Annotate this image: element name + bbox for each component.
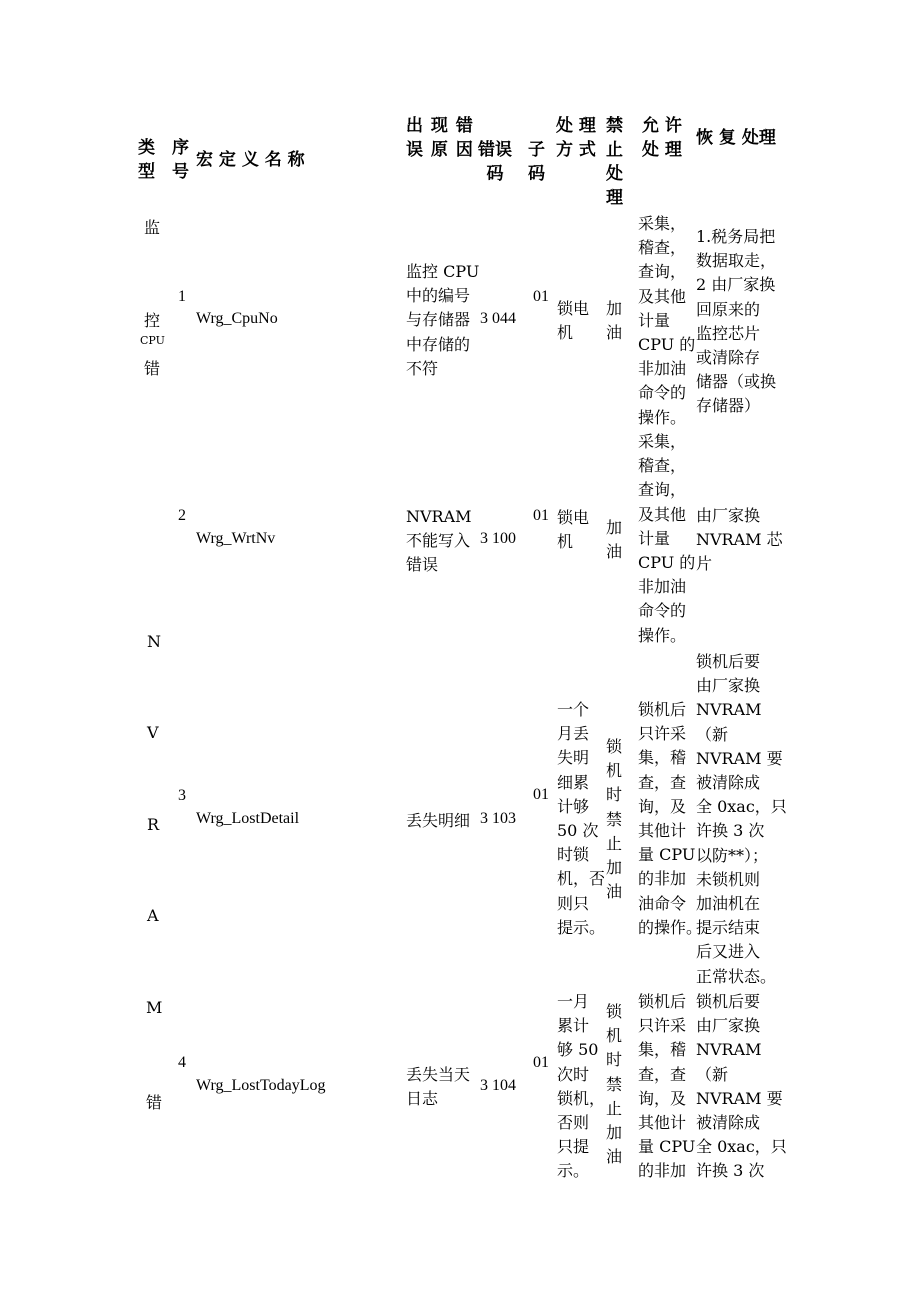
header-sub-code: 子 码 (528, 140, 545, 184)
header-type: 类 型 (138, 138, 155, 182)
group-nvram-letter: V (147, 723, 159, 742)
row-recover: 由厂家换 NVRAM 芯 片 (696, 506, 783, 574)
row-forbid: 加 油 (606, 299, 623, 343)
row-sub-code: 01 (533, 507, 549, 524)
header-error-code: 错误 码 (478, 140, 512, 184)
row-handling: 一个 月丢 失明 细累 计够 50 次 时锁 机，否 则只 提示。 (557, 700, 606, 937)
row-allow: 锁机后 只许采 集，稽 查，查 询，及 其他计 量 CPU 的非加 油命令 的操作。 (638, 700, 703, 937)
group-cpu-label-small: CPU (140, 334, 165, 347)
row-forbid: 锁 机 时 禁 止 加 油 (606, 737, 623, 902)
row-allow: 锁机后 只许采 集，稽 查，查 询，及 其他计 量 CPU 的非加 (638, 992, 696, 1181)
row-sub-code: 01 (533, 288, 549, 305)
row-sub-code: 01 (533, 786, 549, 803)
row-cause: 丢失明细 (406, 811, 471, 830)
row-error-code: 3 044 (480, 310, 516, 327)
header-handling: 处 理 方 式 (556, 116, 596, 160)
row-error-code: 3 103 (480, 810, 516, 827)
group-nvram-letter: N (147, 632, 161, 651)
row-cause: NVRAM 不能写入 错误 (406, 507, 472, 575)
row-sub-code: 01 (533, 1054, 549, 1071)
row-forbid: 锁 机 时 禁 止 加 油 (606, 1002, 623, 1167)
group-nvram-label-bot: 错 (146, 1093, 163, 1112)
group-nvram-letter: R (147, 815, 160, 834)
row-macro: Wrg_WrtNv (196, 530, 276, 547)
row-macro: Wrg_LostDetail (196, 810, 300, 827)
group-cpu-label-bot: 错 (144, 359, 161, 378)
group-nvram-letter: M (146, 998, 163, 1017)
header-recover: 恢 复 处理 (696, 128, 776, 148)
row-handling: 一月 累计 够 50 次时 锁机， 否则 只提 示。 (557, 992, 606, 1181)
row-macro: Wrg_LostTodayLog (196, 1077, 326, 1094)
group-cpu-label-mid: 控 (144, 311, 161, 330)
header-forbid: 禁 止 处 理 (606, 116, 623, 208)
row-seq: 2 (178, 507, 186, 524)
row-cause: 丢失当天 日志 (406, 1065, 471, 1109)
row-allow: 采集， 稽查， 查询， 及其他 计量 CPU 的 非加油 命令的 操作。 (638, 214, 696, 427)
row-allow: 采集， 稽查， 查询， 及其他 计量 CPU 的 非加油 命令的 操作。 (638, 432, 696, 645)
row-handling: 锁电 机 (557, 299, 590, 343)
row-recover: 1.税务局把 数据取走， 2 由厂家换 回原来的 监控芯片 或清除存 储器（或换 存储器） (696, 227, 777, 416)
row-seq: 1 (178, 288, 186, 305)
row-error-code: 3 104 (480, 1077, 516, 1094)
header-macro-name: 宏 定 义 名 称 (196, 150, 305, 170)
row-recover: 锁机后要 由厂家换 NVRAM （新 NVRAM 要 被清除成 全 0xac，只 许换 3 次 以防**）； 未锁机则 加油机在 提示结束 后又进入 正常状态。 (696, 652, 787, 986)
header-cause: 出 现 错 误 原 因 (406, 116, 474, 160)
header-seq: 序 号 (172, 138, 189, 182)
row-macro: Wrg_CpuNo (196, 310, 278, 327)
row-error-code: 3 100 (480, 530, 516, 547)
row-forbid: 加 油 (606, 518, 623, 562)
group-nvram-letter: A (147, 906, 159, 925)
row-recover: 锁机后要 由厂家换 NVRAM （新 NVRAM 要 被清除成 全 0xac，只 许换 3 次 (696, 992, 787, 1181)
group-cpu-label-top: 监 (144, 218, 161, 237)
row-seq: 4 (178, 1054, 186, 1071)
header-allow: 允 许 处 理 (642, 116, 682, 160)
row-seq: 3 (178, 787, 186, 804)
row-cause: 监控 CPU 中的编号 与存储器 中存储的 不符 (406, 262, 480, 378)
row-handling: 锁电 机 (557, 508, 590, 552)
